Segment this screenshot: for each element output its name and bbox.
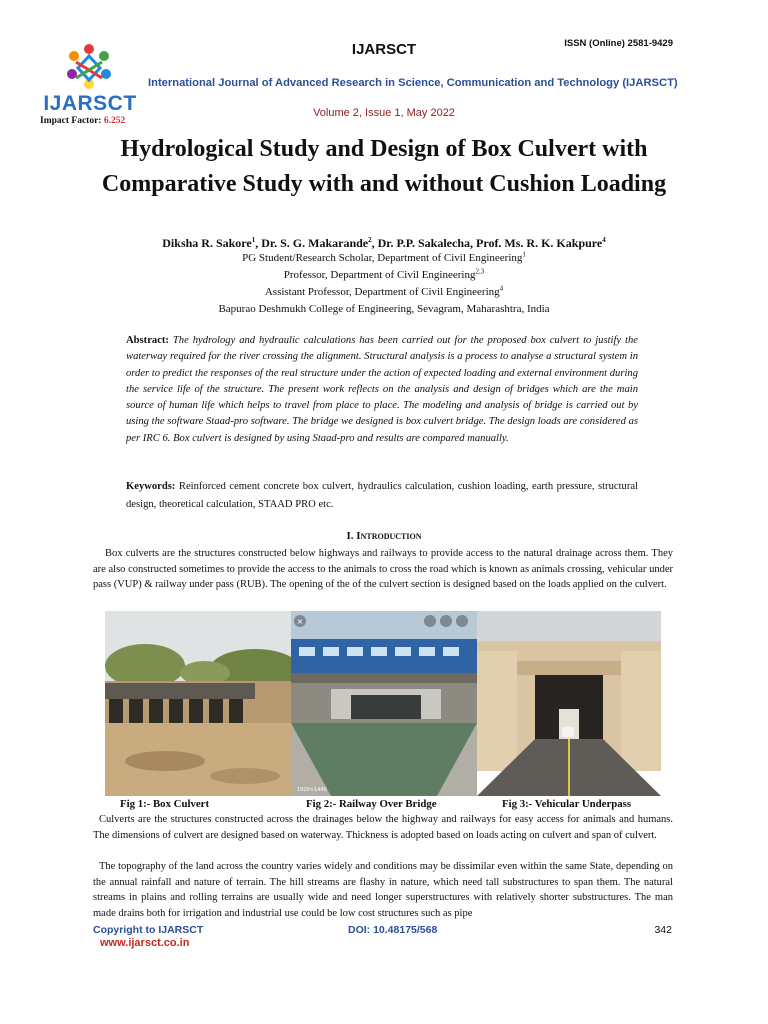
affiliation-3: Assistant Professor, Department of Civil Engineering$^4$	[264, 284, 504, 298]
keywords-text: Reinforced cement concrete box culvert, hydraulics calculation, cushion loading, earth pressure, structural design, theoretical calculation, STAAD PRO etc.	[126, 481, 639, 510]
footer-website-link[interactable]: www.ijarsct.co.in	[100, 937, 190, 949]
keywords-label: Keywords:	[126, 481, 176, 492]
author-name: Dr. S. G. Makarande	[261, 236, 369, 250]
intro-paragraph-1: Box culverts are the structures constructed below highways and railways to provide access to the natural drainage across them. They are also constructed sometimes to provide the access to the animals to cross the road which is known as animals crossing, vehicular under pass (VUP) & railway under pass (RUB). The opening of the of the culvert section is designed based on the loads applied on the culvert.	[93, 548, 673, 590]
logo-text: IJARSCT	[43, 92, 137, 115]
affiliation-4: Bapurao Deshmukh College of Engineering, Sevagram, Maharashtra, India	[218, 303, 550, 315]
author-name: Dr. P.P. Sakalecha	[377, 236, 470, 250]
vehicular-underpass-photo	[477, 611, 661, 796]
abstract	[126, 333, 638, 447]
footer-copyright: Copyright to IJARSCT	[93, 924, 204, 936]
paper-title: Hydrological Study and Design of Box Culvert with Comparative Study with and without Cushion Loading	[101, 136, 667, 197]
footer-doi[interactable]: DOI: 10.48175/568	[348, 924, 438, 936]
journal-short-name: IJARSCT	[351, 41, 417, 58]
section-heading-introduction: I. Introduction	[346, 530, 422, 542]
svg-text:×: ×	[296, 617, 304, 626]
author-list: Diksha R. Sakore$^1$, Dr. S. G. Makarande$^2$, Dr. P.P. Sakalecha, Prof. Ms. R. K. Kakpure$^4$	[162, 236, 606, 250]
author-affiliation-mark: 4	[602, 236, 606, 244]
photo-size-overlay: 1920×1440	[297, 787, 327, 793]
author-affiliation-mark: 2	[368, 236, 372, 244]
affiliation-2: Professor, Department of Civil Engineering$^{2,3}$	[283, 267, 485, 281]
railway-bridge-photo	[291, 611, 477, 796]
box-culvert-photo	[105, 611, 291, 796]
author-affiliation-mark: 1	[251, 236, 256, 244]
impact-factor: Impact Factor: 6.252	[40, 116, 126, 126]
abstract-label: Abstract:	[126, 335, 169, 346]
abstract-text: The hydrology and hydraulic calculations has been carried out for the proposed box culvert to justify the waterway required for the river crossing the alignment. Structural analysis is a process to analyse a structural system in order to predict the responses of the real structure under the action of expected loading and external environment during the service life of the structure. The present work reflects on the analysis and design of bridges which are the main source of human life which helps to travel from place to place. The modeling and analysis of bridge is carried out by using the software Staad-pro software. The bridge we designed is box culvert bridge. The design loads are considered as per IRC 6. Box culvert is designed by using Staad-pro and results are compared manually.	[126, 335, 638, 444]
intro-paragraph-3: The topography of the land across the country varies widely and conditions may be dissimilar even within the same State, depending on the annual rainfall and nature of terrain. The hill streams are flashy in nature, which need tall substructures to span them. The natural streams in plains and rolling terrains are usually wide and need longer superstructures with relatively shorter substructures. The man made drains both for irrigation and industrial use could be low cost structures such as pipe	[93, 861, 673, 919]
affiliation-1: PG Student/Research Scholar, Department of Civil Engineering$^1$	[242, 250, 526, 264]
issn: ISSN (Online) 2581-9429	[564, 38, 673, 49]
author-name: Diksha R. Sakore	[162, 236, 252, 250]
journal-full-name: International Journal of Advanced Research in Science, Communication and Technology (IJARSCT)	[148, 77, 678, 89]
intro-paragraph-2: Culverts are the structures constructed across the drainages below the highway and railways for easy access for animals and humans. The dimensions of culvert are designed based on waterway. Thickness is adopted based on loads acting on culvert and span of culvert.	[93, 814, 673, 841]
page-number: 342	[654, 924, 672, 936]
volume-issue: Volume 2, Issue 1, May 2022	[313, 107, 455, 119]
author-name: Prof. Ms. R. K. Kakpure	[476, 236, 603, 250]
figure-3-caption: Fig 3:- Vehicular Underpass	[502, 798, 632, 810]
figure-1-caption: Fig 1:- Box Culvert	[120, 798, 210, 810]
figure-2-caption: Fig 2:- Railway Over Bridge	[306, 798, 437, 810]
keywords	[126, 478, 638, 514]
